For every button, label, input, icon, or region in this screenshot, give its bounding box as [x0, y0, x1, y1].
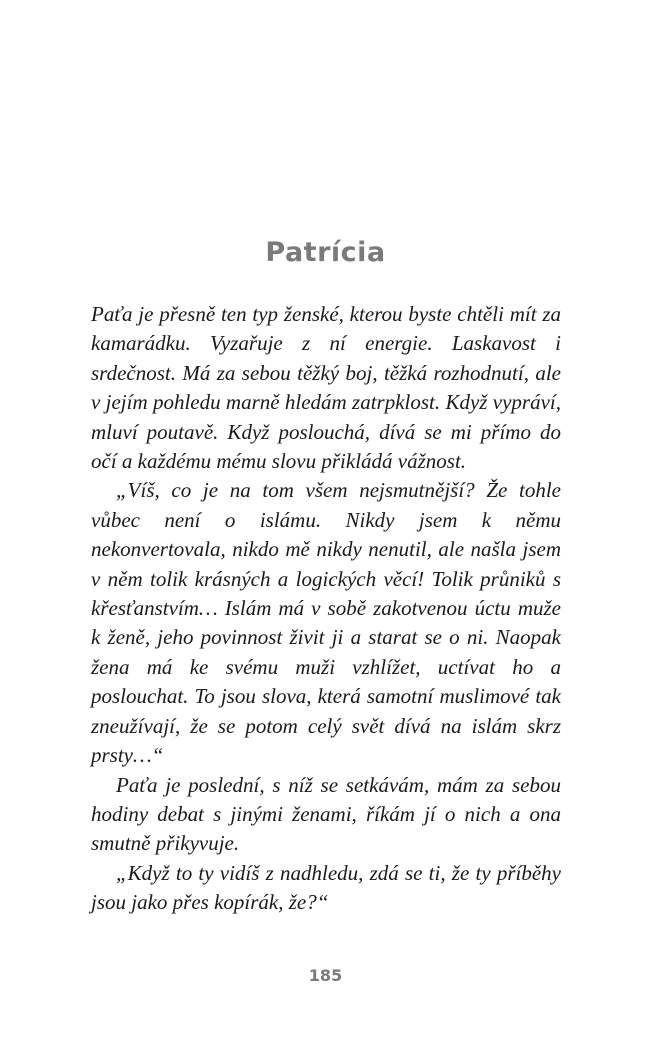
paragraph: Paťa je přesně ten typ ženské, kterou byste chtěli mít za kamarádku. Vyzařuje z ní energie. Laskavost i srdečnost. Má za sebou těžký boj, těžká rozhodnutí, ale v jejím pohledu marně hledám zatrpklost. Když vypráví, mluví poutavě. Když poslouchá, dívá se mi přímo do očí a každému mému slovu přikládá vážnost. [91, 302, 561, 474]
body-text [91, 300, 561, 918]
paragraph: Paťa je poslední, s níž se setkávám, mám za sebou hodiny debat s jinými ženami, říkám jí o nich a ona smutně přikyvuje. [91, 772, 561, 856]
page-number: 185 [308, 966, 343, 985]
paragraph: „Když to ty vidíš z nadhledu, zdá se ti, že ty příběhy jsou jako přes kopírák, že?“ [91, 860, 561, 915]
chapter-title: Patrícia [265, 237, 386, 268]
paragraph: „Víš, co je na tom všem nejsmutnější? Že tohle vůbec není o islámu. Nikdy jsem k němu nekonvertovala, nikdo mě nikdy nenutil, ale našla jsem v něm tolik krásných a logických věcí! Tolik průniků s křesťanstvím… Islám má v sobě zakotvenou úctu muže k ženě, jeho povinnost živit ji a starat se o ni. Naopak žena má ke svému muži vzhlížet, uctívat ho a poslouchat. To jsou slova, která samotní muslimové tak zneužívají, že se potom celý svět dívá na islám skrz prsty…“ [91, 478, 561, 768]
